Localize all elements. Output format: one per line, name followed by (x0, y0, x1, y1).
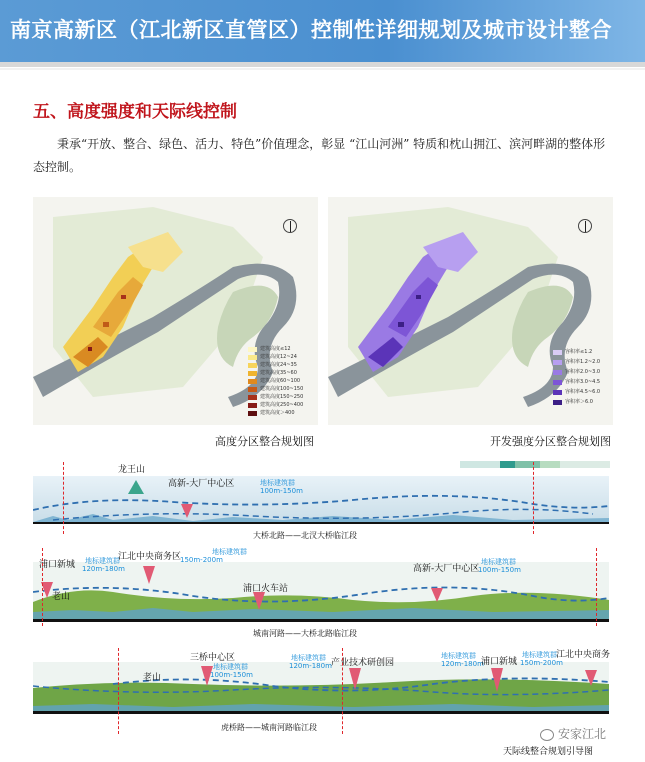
label-pukou-new-city: 浦口新城 (481, 657, 518, 667)
intro-paragraph: 秉承“开放、整合、绿色、活力、特色”价值理念，彰显 “江山河洲” 特质和枕山拥江、滨河畔湖的整体形态控制。 (33, 137, 606, 174)
legend-item: 容积率3.0~4.5 (553, 377, 600, 387)
north-arrow-icon (578, 219, 592, 233)
section-marker (118, 648, 119, 734)
label-gaoxin-center: 高新-大厂中心区 (413, 564, 480, 574)
label-laoshan: 老山 (143, 673, 162, 683)
page-title: 南京高新区（江北新区直管区）控制性详细规划及城市设计整合 (10, 18, 612, 42)
legend-item: 建筑高度≤12 (248, 345, 303, 353)
profile-1-graphic (33, 476, 609, 524)
page-header (0, 0, 645, 62)
watermark (540, 725, 606, 742)
landmark-label: 地标建筑群 (291, 654, 326, 662)
label-pukou-station: 浦口火车站 (243, 584, 289, 594)
legend-swatch (553, 350, 562, 355)
section-title: 五、高度强度和天际线控制 (33, 102, 237, 122)
landmark-height: 150m-200m (180, 556, 223, 564)
sky-color-strip (460, 461, 610, 468)
landmark-label: 地标建筑群 (522, 651, 557, 659)
header-divider (0, 62, 645, 67)
legend-item: 容积率1.2~2.0 (553, 357, 600, 367)
legend-swatch (248, 395, 257, 400)
section-marker (596, 548, 597, 626)
legend-swatch (553, 400, 562, 405)
section-marker (342, 648, 343, 734)
wechat-icon (540, 729, 554, 741)
landmark-height: 100m-150m (210, 671, 253, 679)
legend-item: 容积率＞6.0 (553, 397, 600, 407)
landmark-label: 地标建筑群 (260, 479, 295, 487)
height-map-caption: 高度分区整合规划图 (215, 435, 314, 448)
landmark-label: 地标建筑群 (481, 558, 516, 566)
legend-item: 建筑高度35~60 (248, 369, 303, 377)
header-divider-light (0, 68, 645, 70)
intensity-zoning-map (328, 197, 613, 425)
height-legend (248, 345, 303, 417)
north-arrow-icon (283, 219, 297, 233)
legend-item: 建筑高度24~35 (248, 361, 303, 369)
landmark-height: 120m-180m (289, 662, 332, 670)
profile-1-caption: 大桥北路——北汊大桥临江段 (253, 531, 357, 540)
legend-swatch (248, 387, 257, 392)
legend-swatch (248, 347, 257, 352)
watermark-text: 安家江北 (558, 727, 607, 741)
height-zoning-map (33, 197, 318, 425)
landmark-height: 100m-150m (478, 566, 521, 574)
legend-swatch (553, 380, 562, 385)
skyline-guide-caption: 天际线整合规划引导图 (503, 747, 594, 757)
legend-item: 建筑高度250~400 (248, 401, 303, 409)
legend-item: 建筑高度100~150 (248, 385, 303, 393)
profile-3-caption: 虎桥路——城南河路临江段 (221, 723, 317, 732)
landmark-height: 120m-180m (441, 660, 484, 668)
section-marker (63, 462, 64, 534)
legend-item: 建筑高度150~250 (248, 393, 303, 401)
landmark-height: 120m-180m (82, 565, 125, 573)
section-marker (42, 548, 43, 626)
landmark-label: 地标建筑群 (213, 663, 248, 671)
label-gaoxin-center: 高新-大厂中心区 (168, 479, 235, 489)
landmark-label: 地标建筑群 (85, 557, 120, 565)
landmark-label: 地标建筑群 (441, 652, 476, 660)
legend-swatch (248, 411, 257, 416)
label-longwangshan: 龙王山 (118, 465, 146, 475)
section-marker (533, 462, 534, 534)
legend-item: 建筑高度60~100 (248, 377, 303, 385)
legend-swatch (248, 403, 257, 408)
label-jiangbei-cbd: 江北中央商务 (556, 650, 611, 660)
legend-item: 建筑高度12~24 (248, 353, 303, 361)
landmark-label: 地标建筑群 (212, 548, 247, 556)
legend-swatch (553, 370, 562, 375)
landmark-height: 100m-150m (260, 487, 303, 495)
legend-item: 容积率2.0~3.0 (553, 367, 600, 377)
label-industry-park: 产业技术研创园 (331, 658, 395, 668)
legend-item: 容积率≤1.2 (553, 347, 600, 357)
legend-item: 容积率4.5~6.0 (553, 387, 600, 397)
label-laoshan: 老山 (52, 592, 71, 602)
legend-swatch (553, 360, 562, 365)
legend-swatch (248, 355, 257, 360)
intensity-map-caption: 开发强度分区整合规划图 (490, 435, 611, 448)
skyline-profile-1 (33, 476, 609, 524)
label-pukou-new-city: 浦口新城 (39, 560, 76, 570)
legend-swatch (248, 363, 257, 368)
legend-swatch (553, 390, 562, 395)
label-sanqiao-center: 三桥中心区 (190, 653, 236, 663)
legend-swatch (248, 371, 257, 376)
intensity-legend (553, 347, 600, 407)
profile-2-caption: 城南河路——大桥北路临江段 (253, 629, 357, 638)
landmark-height: 150m-200m (520, 659, 563, 667)
legend-item: 建筑高度＞400 (248, 409, 303, 417)
label-jiangbei-cbd: 江北中央商务区 (118, 552, 182, 562)
legend-swatch (248, 379, 257, 384)
